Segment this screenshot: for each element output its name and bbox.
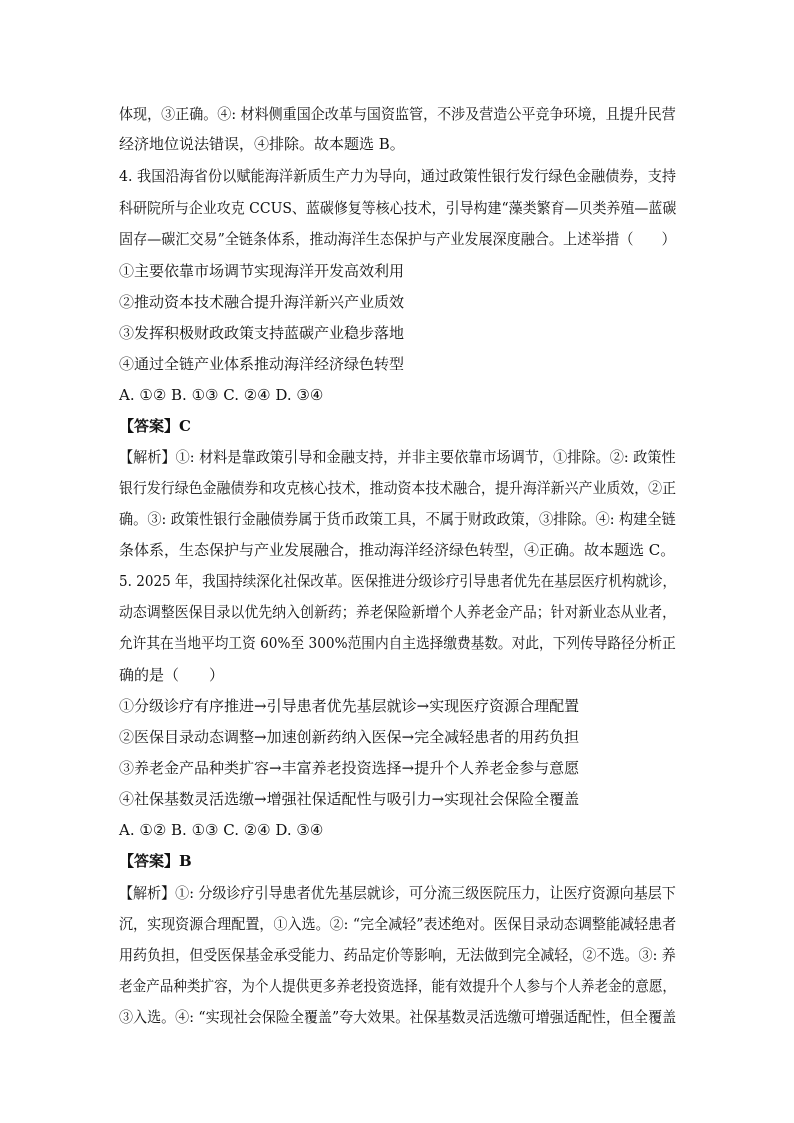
- answer-label: 【答案】C: [119, 417, 191, 435]
- answer-label: 【答案】B: [119, 852, 192, 870]
- analysis-line: 用药负担，但受医保基金承受能力、药品定价等影响，无法做到完全减轻，②不选。③: 养: [119, 946, 676, 964]
- text-line: 固存—碳汇交易”全链条体系，推动海洋生态保护与产业发展深度融合。上述举措（ ）: [119, 230, 676, 248]
- text-line: 允许其在当地平均工资 60%至 300%范围内自主选择缴费基数。对此，下列传导路径分析正: [119, 634, 676, 652]
- option-item: ②推动资本技术融合提升海洋新兴产业质效: [119, 293, 405, 311]
- option-item: ④社保基数灵活选缴→增强社保适配性与吸引力→实现社会保险全覆盖: [119, 790, 580, 808]
- option-item: ①分级诊疗有序推进→引导患者优先基层就诊→实现医疗资源合理配置: [119, 697, 580, 715]
- text-line: 体现，③正确。④: 材料侧重国企改革与国资监管，不涉及营造公平竞争环境，且提升民营: [119, 105, 676, 123]
- choice-line: A. ①② B. ①③ C. ②④ D. ③④: [119, 821, 324, 839]
- analysis-line: 银行发行绿色金融债券和攻克核心技术，推动资本技术融合，提升海洋新兴产业质效，②正: [119, 479, 677, 497]
- option-item: ③养老金产品种类扩容→丰富养老投资选择→提升个人养老金参与意愿: [119, 759, 580, 777]
- option-item: ②医保目录动态调整→加速创新药纳入医保→完全减轻患者的用药负担: [119, 728, 580, 746]
- text-line: 动态调整医保目录以优先纳入创新药；养老保险新增个人养老金产品；针对新业态从业者，: [119, 603, 677, 621]
- analysis-line: 【解析】①: 分级诊疗引导患者优先基层就诊，可分流三级医院压力，让医疗资源向基层下: [119, 884, 676, 902]
- analysis-line: 沉，实现资源合理配置，①入选。②: “完全减轻”表述绝对。医保目录动态调整能减轻患者: [119, 915, 677, 933]
- choice-line: A. ①② B. ①③ C. ②④ D. ③④: [119, 386, 324, 404]
- option-item: ①主要依靠市场调节实现海洋开发高效利用: [119, 262, 405, 280]
- analysis-line: 【解析】①: 材料是靠政策引导和金融支持，并非主要依靠市场调节，①排除。②: 政策性: [119, 448, 676, 466]
- analysis-line: ③入选。④: “实现社会保险全覆盖”夸大效果。社保基数灵活选缴可增强适配性，但全覆盖: [119, 1008, 677, 1026]
- text-line: 确的是（ ）: [119, 666, 225, 684]
- analysis-line: 确。③: 政策性银行金融债券属于货币政策工具，不属于财政政策，③排除。④: 构建全链: [119, 510, 676, 528]
- analysis-line: 条体系，生态保护与产业发展融合，推动海洋经济绿色转型，④正确。故本题选 C。: [119, 541, 676, 559]
- question-5-stem: 5. 2025 年，我国持续深化社保改革。医保推进分级诊疗引导患者优先在基层医疗机构就诊，: [119, 572, 677, 590]
- option-item: ④通过全链产业体系推动海洋经济绿色转型: [119, 355, 405, 373]
- text-line: 经济地位说法错误，④排除。故本题选 B。: [119, 135, 405, 153]
- question-4-stem: 4. 我国沿海省份以赋能海洋新质生产力为导向，通过政策性银行发行绿色金融债券，支持: [119, 167, 677, 185]
- option-item: ③发挥积极财政政策支持蓝碳产业稳步落地: [119, 324, 405, 342]
- text-line: 科研院所与企业攻克 CCUS、蓝碳修复等核心技术，引导构建“藻类繁育—贝类养殖—蓝碳: [119, 199, 677, 217]
- analysis-line: 老金产品种类扩容，为个人提供更多养老投资选择，能有效提升个人参与个人养老金的意愿，: [119, 977, 677, 995]
